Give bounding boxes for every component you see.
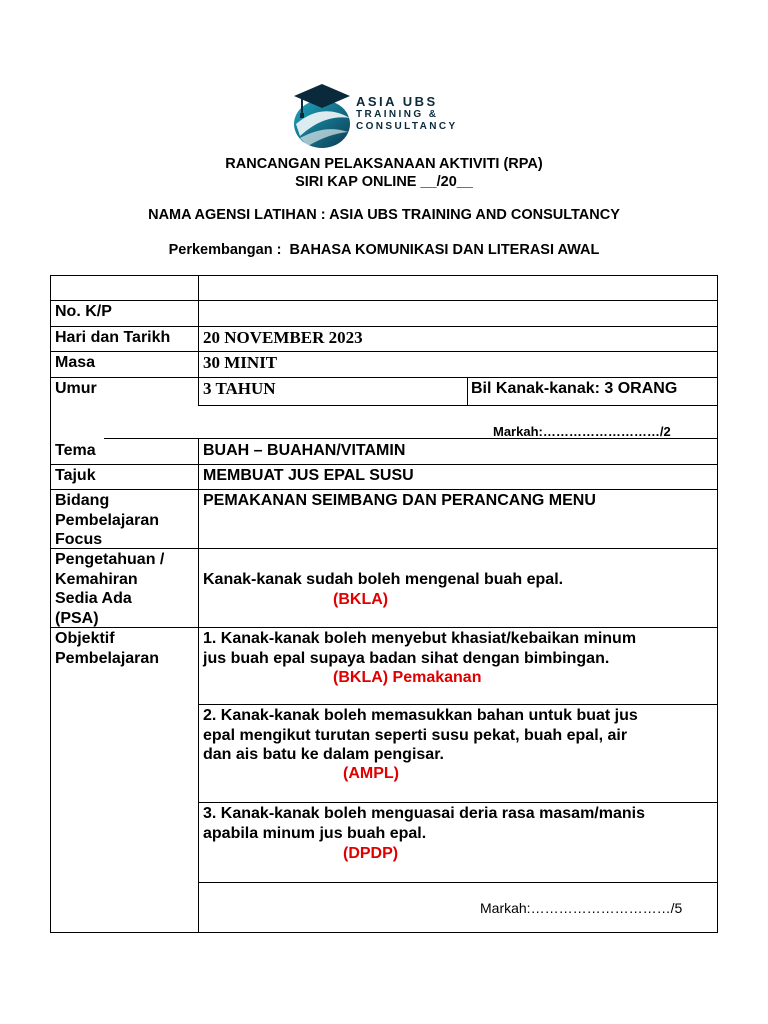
date-label: Hari dan Tarikh bbox=[55, 329, 171, 346]
objective-1-code: (BKLA) Pemakanan bbox=[333, 669, 482, 686]
psa-label-line: Kemahiran bbox=[55, 570, 138, 588]
objective-line: epal mengikut turutan seperti susu pekat, buah epal, air bbox=[203, 726, 628, 744]
focus-label-line: Focus bbox=[55, 531, 103, 548]
objective-line: jus buah epal supaya badan sihat dengan bimbingan. bbox=[203, 649, 610, 667]
logo-line-1: ASIA UBS bbox=[356, 94, 438, 109]
objective-3-code: (DPDP) bbox=[343, 845, 399, 862]
marks-score-1: Markah:………………………/2 bbox=[493, 424, 671, 439]
agency-line: NAMA AGENSI LATIHAN : ASIA UBS TRAINING AND CONSULTANCY bbox=[148, 207, 620, 223]
objective-2-code: (AMPL) bbox=[343, 765, 399, 782]
document-subtitle: SIRI KAP ONLINE __/20__ bbox=[295, 174, 473, 190]
topic-value: MEMBUAT JUS EPAL SUSU bbox=[203, 467, 414, 484]
children-label: Bil Kanak-kanak: bbox=[471, 380, 600, 397]
logo-line-3: CONSULTANCY bbox=[356, 121, 458, 132]
time-label: Masa bbox=[55, 354, 96, 371]
development-label: Perkembangan : bbox=[168, 242, 282, 258]
development-value: BAHASA KOMUNIKASI DAN LITERASI AWAL bbox=[289, 242, 600, 258]
asia-ubs-logo bbox=[290, 80, 490, 150]
objective-line: dan ais batu ke dalam pengisar. bbox=[203, 746, 444, 763]
objective-line: apabila minum jus buah epal. bbox=[203, 824, 427, 842]
theme-label: Tema bbox=[55, 442, 96, 459]
age-value: 3 TAHUN bbox=[203, 379, 276, 398]
focus-label bbox=[55, 491, 159, 550]
theme-value: BUAH – BUAHAN/VITAMIN bbox=[203, 442, 406, 459]
focus-label-line: Pembelajaran bbox=[55, 511, 160, 529]
children-value: 3 ORANG bbox=[604, 380, 678, 397]
psa-label-line: Sedia Ada bbox=[55, 590, 132, 607]
focus-label-line: Bidang bbox=[55, 492, 110, 509]
marks-score-2: Markah:…………………………/5 bbox=[480, 900, 683, 916]
development-line bbox=[0, 242, 768, 258]
psa-value: Kanak-kanak sudah boleh mengenal buah epal. bbox=[203, 571, 564, 588]
kp-label: No. K/P bbox=[55, 303, 112, 320]
objective-2 bbox=[203, 706, 638, 765]
time-value: 30 MINIT bbox=[203, 353, 278, 372]
logo-emblem-icon bbox=[290, 80, 354, 150]
date-value: 20 NOVEMBER 2023 bbox=[203, 328, 363, 347]
psa-code: (BKLA) bbox=[333, 591, 389, 608]
psa-label bbox=[55, 550, 164, 628]
objective-line: 2. Kanak-kanak boleh memasukkan bahan untuk buat jus bbox=[203, 707, 638, 724]
objective-label-line: Pembelajaran bbox=[55, 649, 160, 667]
children-count bbox=[471, 379, 677, 399]
objective-label bbox=[55, 629, 159, 668]
objective-line: 1. Kanak-kanak boleh menyebut khasiat/kebaikan minum bbox=[203, 630, 637, 647]
document-title: RANCANGAN PELAKSANAAN AKTIVITI (RPA) bbox=[225, 156, 543, 172]
focus-value: PEMAKANAN SEIMBANG DAN PERANCANG MENU bbox=[203, 492, 596, 509]
objective-1 bbox=[203, 629, 636, 668]
objective-line: 3. Kanak-kanak boleh menguasai deria rasa masam/manis bbox=[203, 805, 645, 822]
objective-label-line: Objektif bbox=[55, 630, 115, 647]
topic-label: Tajuk bbox=[55, 467, 96, 484]
psa-label-line: Pengetahuan / bbox=[55, 551, 165, 568]
logo-line-2: TRAINING & bbox=[356, 109, 439, 120]
age-label: Umur bbox=[55, 380, 97, 397]
objective-3 bbox=[203, 804, 645, 843]
psa-label-line: (PSA) bbox=[55, 609, 99, 627]
